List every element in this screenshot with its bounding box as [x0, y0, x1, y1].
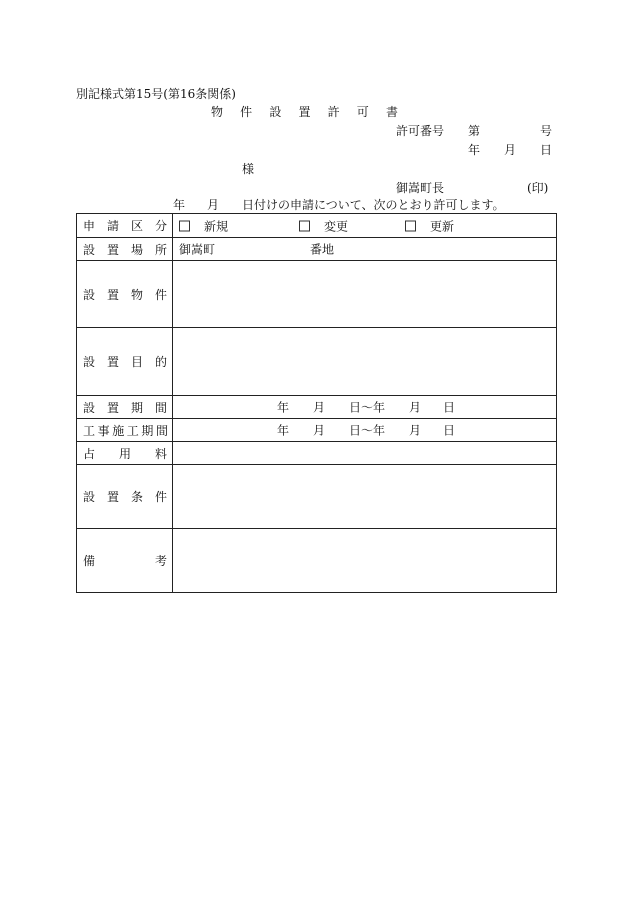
fee-cell[interactable] — [173, 442, 557, 465]
purpose-cell[interactable] — [173, 328, 557, 396]
row-label: 設 置 条 件 — [77, 465, 173, 529]
row-label: 備 考 — [77, 529, 173, 593]
issuer-name: 御嵩町長 — [396, 181, 445, 195]
row-label: 設 置 場 所 — [77, 238, 173, 261]
issue-date-year: 年 — [468, 143, 481, 157]
checkbox-new[interactable]: 新規 — [179, 217, 228, 234]
remarks-cell[interactable] — [173, 529, 557, 593]
table-row-construction-period — [77, 419, 557, 442]
table-row-remarks — [77, 529, 557, 593]
table-row-application-type — [77, 214, 557, 238]
location-cell[interactable] — [173, 238, 557, 261]
table-row-object — [77, 261, 557, 328]
checkbox-renewal[interactable]: 更新 — [405, 217, 454, 234]
checkbox-change[interactable]: 変更 — [299, 217, 348, 234]
permit-details-table — [76, 213, 557, 593]
table-row-conditions — [77, 465, 557, 529]
construction-period-cell[interactable]: 年 月 日～年 月 日 — [173, 419, 557, 442]
row-label: 設 置 物 件 — [77, 261, 173, 328]
installation-period-cell[interactable]: 年 月 日～年 月 日 — [173, 396, 557, 419]
row-label: 工 事 施 工 期 間 — [77, 419, 173, 442]
form-reference: 別記様式第15号(第16条関係) — [76, 87, 236, 101]
object-cell[interactable] — [173, 261, 557, 328]
document-title: 物 件 設 置 許 可 書 — [211, 105, 398, 119]
seal-mark: (印) — [527, 181, 549, 195]
permit-number-go: 号 — [540, 124, 553, 138]
location-town: 御嵩町 — [179, 242, 216, 257]
table-row-purpose — [77, 328, 557, 396]
conditions-cell[interactable] — [173, 465, 557, 529]
addressee-suffix: 様 — [242, 162, 255, 176]
table-row-fee — [77, 442, 557, 465]
row-label: 設 置 目 的 — [77, 328, 173, 396]
application-type-cell — [173, 214, 557, 238]
table-row-installation-period — [77, 396, 557, 419]
row-label: 設 置 期 間 — [77, 396, 173, 419]
row-label: 申 請 区 分 — [77, 214, 173, 238]
permit-number-label: 許可番号 — [396, 124, 445, 138]
intro-month: 月 — [207, 198, 220, 212]
intro-text: 日付けの申請について、次のとおり許可します。 — [242, 198, 505, 212]
issue-date-month: 月 — [504, 143, 517, 157]
table-row-location — [77, 238, 557, 261]
location-lot: 番地 — [310, 242, 335, 257]
row-label: 占 用 料 — [77, 442, 173, 465]
issue-date-day: 日 — [540, 143, 553, 157]
permit-number-dai: 第 — [468, 124, 481, 138]
intro-year: 年 — [173, 198, 186, 212]
